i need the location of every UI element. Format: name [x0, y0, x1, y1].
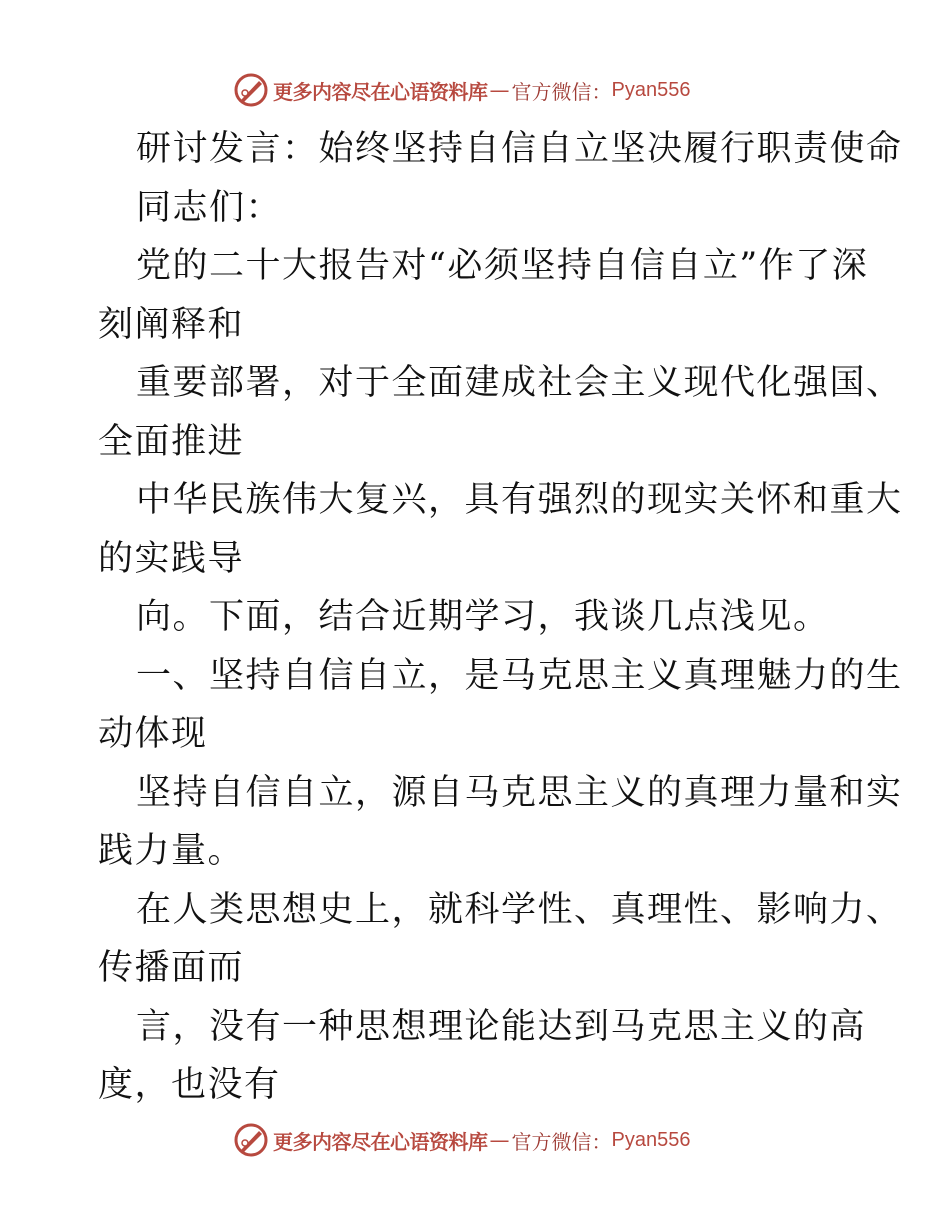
text-line: 刻阐释和	[98, 304, 245, 345]
quill-logo-icon	[233, 1122, 269, 1158]
watermark-footer	[233, 1120, 713, 1160]
text-line: 度，也没有	[98, 1065, 281, 1105]
text-line: 党的二十大报告对“必须坚持自信自立”作了深	[136, 246, 869, 286]
text-line: 一、坚持自信自立，是马克思主义真理魅力的生	[136, 655, 903, 696]
text-line: 践力量。	[98, 831, 245, 871]
text-line: 传播面而	[98, 948, 245, 988]
text-line: 向。下面，结合近期学习，我谈几点浅见。	[136, 597, 830, 637]
watermark-wechat-id: Pyan556	[611, 78, 691, 101]
text-line: 同志们：	[136, 187, 283, 228]
document-body	[98, 120, 903, 1115]
watermark-dash: —	[489, 1128, 510, 1152]
watermark-wechat-label: 官方微信：	[511, 79, 612, 104]
watermark-wechat-id: Pyan556	[611, 1128, 691, 1151]
text-line: 重要部署，对于全面建成社会主义现代化强国、	[136, 363, 903, 403]
watermark-title: 更多内容尽在心语资料库	[273, 1129, 488, 1154]
watermark-title: 更多内容尽在心语资料库	[273, 79, 488, 104]
text-line: 研讨发言：始终坚持自信自立坚决履行职责使命	[136, 129, 903, 169]
watermark-dash: —	[489, 78, 510, 102]
text-line: 动体现	[98, 714, 208, 754]
text-line: 全面推进	[98, 421, 245, 462]
text-line: 言，没有一种思想理论能达到马克思主义的高	[136, 1006, 867, 1047]
quill-logo-icon	[233, 72, 269, 108]
text-line: 在人类思想史上，就科学性、真理性、影响力、	[136, 889, 903, 930]
text-line: 的实践导	[98, 538, 245, 579]
text-line: 中华民族伟大复兴，具有强烈的现实关怀和重大	[136, 480, 903, 520]
watermark-header	[233, 70, 713, 110]
text-line: 坚持自信自立，源自马克思主义的真理力量和实	[136, 772, 903, 813]
watermark-wechat-label: 官方微信：	[511, 1129, 612, 1154]
